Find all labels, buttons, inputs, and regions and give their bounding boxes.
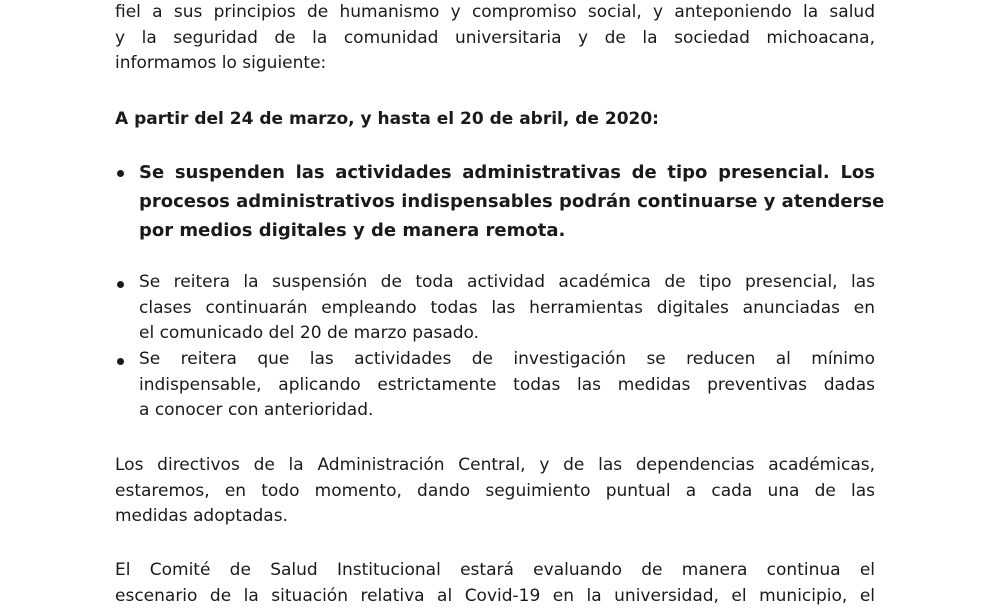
directivos-paragraph	[115, 453, 875, 530]
bullet-item-suspension-academica	[139, 270, 875, 347]
comite-paragraph	[115, 558, 875, 609]
intro-line: y la seguridad de la comunidad universitaria y de la sociedad michoacana,	[115, 26, 875, 52]
bullet-icon	[117, 170, 124, 177]
intro-line: informamos lo siguiente:	[115, 51, 875, 77]
comite-line: escenario de la situación relativa al Covid-19 en la universidad, el municipio, el	[115, 584, 875, 609]
bullet-line: el comunicado del 20 de marzo pasado.	[139, 321, 875, 347]
directivos-line: medidas adoptadas.	[115, 504, 875, 530]
bullet-line: Se reitera que las actividades de investigación se reducen al mínimo	[139, 347, 875, 373]
intro-line: fiel a sus principios de humanismo y compromiso social, y anteponiendo la salud	[115, 0, 875, 26]
period-heading-text: A partir del 24 de marzo, y hasta el 20 de abril, de 2020:	[115, 107, 875, 133]
directivos-line: estaremos, en todo momento, dando seguimiento puntual a cada una de las	[115, 479, 875, 505]
bullet-line: a conocer con anterioridad.	[139, 398, 875, 424]
bullet-line: clases continuarán empleando todas las herramientas digitales anunciadas en	[139, 296, 875, 322]
bullet-item-investigacion	[139, 347, 875, 424]
directivos-line: Los directivos de la Administración Central, y de las dependencias académicas,	[115, 453, 875, 479]
bullet-line: Se suspenden las actividades administrativas de tipo presencial. Los	[139, 158, 875, 187]
period-heading	[115, 107, 875, 133]
comite-line: El Comité de Salud Institucional estará evaluando de manera continua el	[115, 558, 875, 584]
bullet-line: procesos administrativos indispensables podrán continuarse y atenderse	[139, 187, 875, 216]
bullet-icon	[117, 281, 124, 288]
bullet-line: por medios digitales y de manera remota.	[139, 216, 875, 245]
bullet-item-suspension-administrativa	[139, 158, 875, 245]
bullet-line: indispensable, aplicando estrictamente todas las medidas preventivas dadas	[139, 373, 875, 399]
intro-paragraph	[115, 0, 875, 77]
bullet-icon	[117, 358, 124, 365]
bullet-line: Se reitera la suspensión de toda actividad académica de tipo presencial, las	[139, 270, 875, 296]
